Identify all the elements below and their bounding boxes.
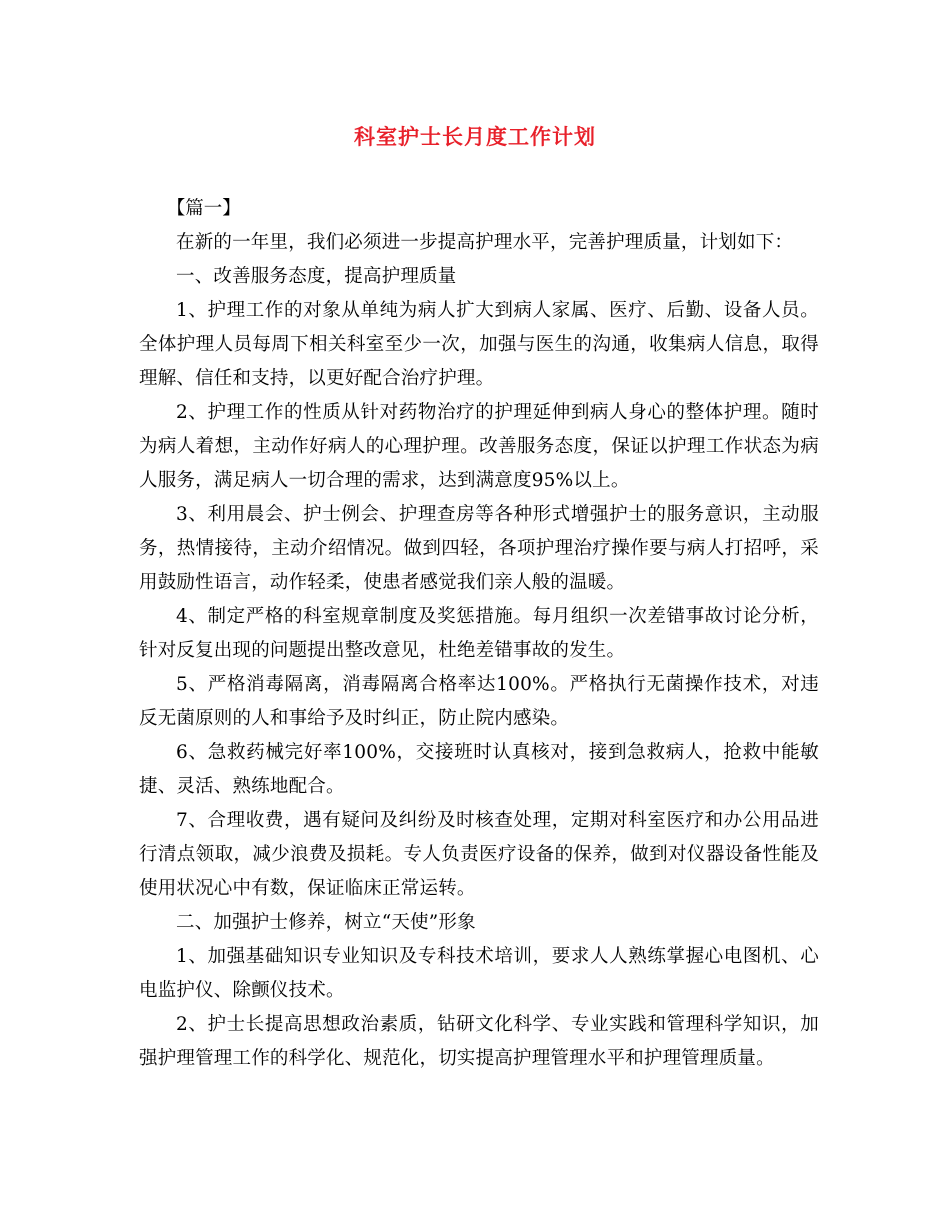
paragraph-item-2-1: 1、加强基础知识专业知识及专科技术培训，要求人人熟练掌握心电图机、心电监护仪、除颤仪技术。 — [139, 946, 819, 1001]
paragraph-item-4: 4、制定严格的科室规章制度及奖惩措施。每月组织一次差错事故讨论分析，针对反复出现的问题提出整改意见，杜绝差错事故的发生。 — [139, 606, 819, 661]
document-title: 科室护士长月度工作计划 — [354, 124, 596, 149]
heading-section-2: 二、加强护士修养，树立“天使”形象 — [176, 912, 476, 933]
paragraph-item-7: 7、合理收费，遇有疑问及纠纷及时核查处理，定期对科室医疗和办公用品进行清点领取，减少浪费及损耗。专人负责医疗设备的保养，做到对仪器设备性能及使用状况心中有数，保证临床正常运转。 — [139, 810, 819, 899]
paragraph-item-3: 3、利用晨会、护士例会、护理查房等各种形式增强护士的服务意识，主动服务，热情接待，主动介绍情况。做到四轻，各项护理治疗操作要与病人打招呼，采用鼓励性语言，动作轻柔，使患者感觉我们亲人般的温暖。 — [139, 504, 819, 593]
paragraph-item-2-2: 2、护士长提高思想政治素质，钻研文化科学、专业实践和管理科学知识，加强护理管理工作的科学化、规范化，切实提高护理管理水平和护理管理质量。 — [139, 1014, 819, 1069]
paragraph-item-2: 2、护理工作的性质从针对药物治疗的护理延伸到病人身心的整体护理。随时为病人着想，主动作好病人的心理护理。改善服务态度，保证以护理工作状态为病人服务，满足病人一切合理的需求，达到满意度95%以上。 — [139, 402, 819, 491]
document-body — [139, 192, 819, 1076]
heading-section-1: 一、改善服务态度，提高护理质量 — [176, 266, 457, 287]
section-tag: 【篇一】 — [166, 198, 241, 219]
paragraph-item-1: 1、护理工作的对象从单纯为病人扩大到病人家属、医疗、后勤、设备人员。全体护理人员每周下相关科室至少一次，加强与医生的沟通，收集病人信息，取得理解、信任和支持，以更好配合治疗护理。 — [139, 300, 819, 389]
paragraph-item-5: 5、严格消毒隔离，消毒隔离合格率达100%。严格执行无菌操作技术，对违反无菌原则的人和事给予及时纠正，防止院内感染。 — [139, 674, 819, 729]
paragraph-intro: 在新的一年里，我们必须进一步提高护理水平，完善护理质量，计划如下： — [176, 232, 794, 253]
paragraph-item-6: 6、急救药械完好率100%，交接班时认真核对，接到急救病人，抢救中能敏捷、灵活、熟练地配合。 — [139, 742, 819, 797]
